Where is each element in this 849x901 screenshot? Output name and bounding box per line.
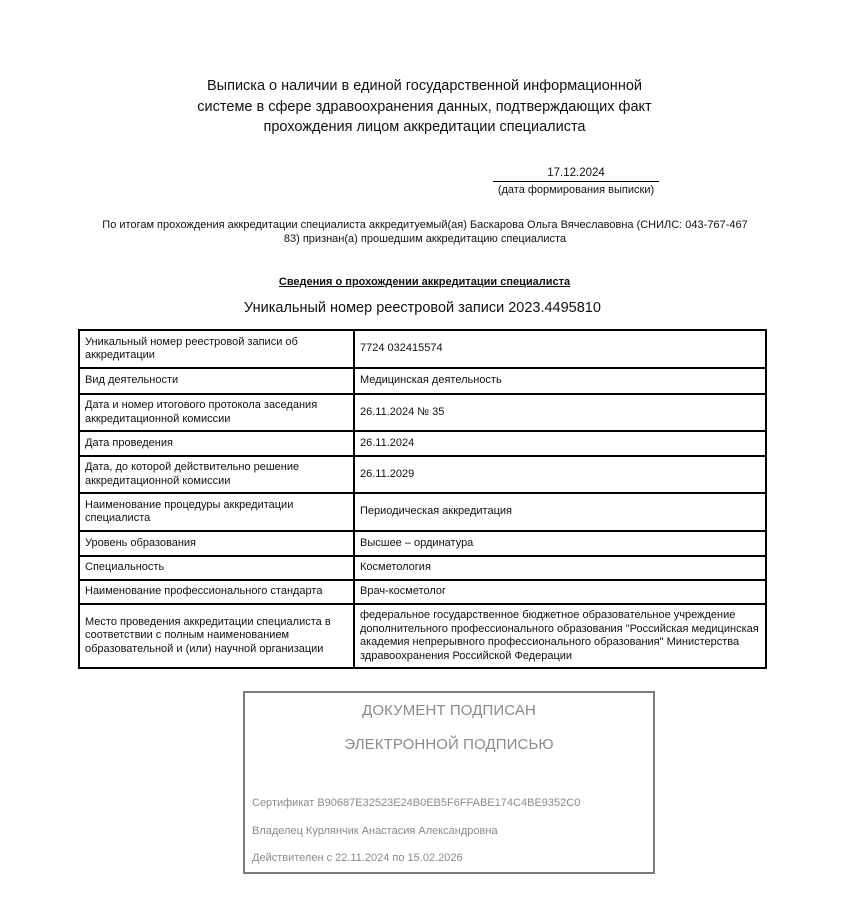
title-line: Выписка о наличии в единой государственной информационной xyxy=(207,78,642,94)
table-row xyxy=(79,456,766,493)
row-label: Дата, до которой действительно решение аккредитационной комиссии xyxy=(79,456,354,493)
row-value: Медицинская деятельность xyxy=(354,368,766,394)
signature-heading-line1: ДОКУМЕНТ ПОДПИСАН xyxy=(362,702,536,719)
title-line: системе в сфере здравоохранения данных, подтверждающих факт xyxy=(197,98,652,115)
row-value: Периодическая аккредитация xyxy=(354,493,766,531)
registry-number: Уникальный номер реестровой записи 2023.4495810 xyxy=(244,300,601,316)
issue-date: 17.12.2024 xyxy=(493,167,659,182)
row-label: Наименование профессионального стандарта xyxy=(79,580,354,604)
title-line: прохождения лицом аккредитации специалиста xyxy=(263,119,586,135)
table-row xyxy=(79,556,766,580)
row-value: 26.11.2024 № 35 xyxy=(354,394,766,431)
section-heading: Сведения о прохождении аккредитации специалиста xyxy=(278,276,571,288)
issue-date-block xyxy=(493,167,659,197)
row-value: Косметология xyxy=(354,556,766,580)
issue-date-caption: (дата формирования выписки) xyxy=(497,184,655,196)
row-value: 7724 032415574 xyxy=(354,330,766,368)
row-value: 26.11.2024 xyxy=(354,431,766,456)
table-row xyxy=(79,431,766,456)
intro-paragraph xyxy=(80,219,770,246)
table-row xyxy=(79,330,766,368)
table-row xyxy=(79,493,766,531)
row-label: Уникальный номер реестровой записи об аккредитации xyxy=(79,330,354,368)
row-value: Врач-косметолог xyxy=(354,580,766,604)
electronic-signature-stamp xyxy=(243,691,655,874)
row-value: федеральное государственное бюджетное образовательное учреждение дополнительного профессионального образования "Российская медицинская академия непрерывного профессионального образования" Министерства здравоохранения Российской Федерации xyxy=(354,604,766,668)
table-row xyxy=(79,531,766,556)
intro-line: По итогам прохождения аккредитации специалиста аккредитуемый(ая) Баскарова Ольга Вячеславовна (СНИЛС: 043-767-467 xyxy=(102,219,748,231)
row-label: Специальность xyxy=(79,556,354,580)
row-label: Вид деятельности xyxy=(79,368,354,394)
row-value: 26.11.2029 xyxy=(354,456,766,493)
intro-line: 83) признан(а) прошедшим аккредитацию специалиста xyxy=(283,232,567,245)
document-title xyxy=(0,76,849,138)
row-label: Дата и номер итогового протокола заседания аккредитационной комиссии xyxy=(79,394,354,431)
table-row xyxy=(79,368,766,394)
row-label: Дата проведения xyxy=(79,431,354,456)
signature-heading-line2: ЭЛЕКТРОННОЙ ПОДПИСЬЮ xyxy=(344,736,554,753)
row-value: Высшее – ординатура xyxy=(354,531,766,556)
signature-certificate: Сертификат B90687E32523E24B0EB5F6FFABE174C4BE9352C0 xyxy=(252,797,581,809)
row-label: Уровень образования xyxy=(79,531,354,556)
row-label: Наименование процедуры аккредитации специалиста xyxy=(79,493,354,531)
row-label: Место проведения аккредитации специалиста в соответствии с полным наименованием образовательной и (или) научной организации xyxy=(79,604,354,668)
accreditation-table xyxy=(78,329,767,669)
table-row xyxy=(79,604,766,668)
table-row xyxy=(79,580,766,604)
table-row xyxy=(79,394,766,431)
signature-owner: Владелец Курлянчик Анастасия Александровна xyxy=(252,825,498,837)
signature-validity: Действителен с 22.11.2024 по 15.02.2026 xyxy=(252,852,463,864)
